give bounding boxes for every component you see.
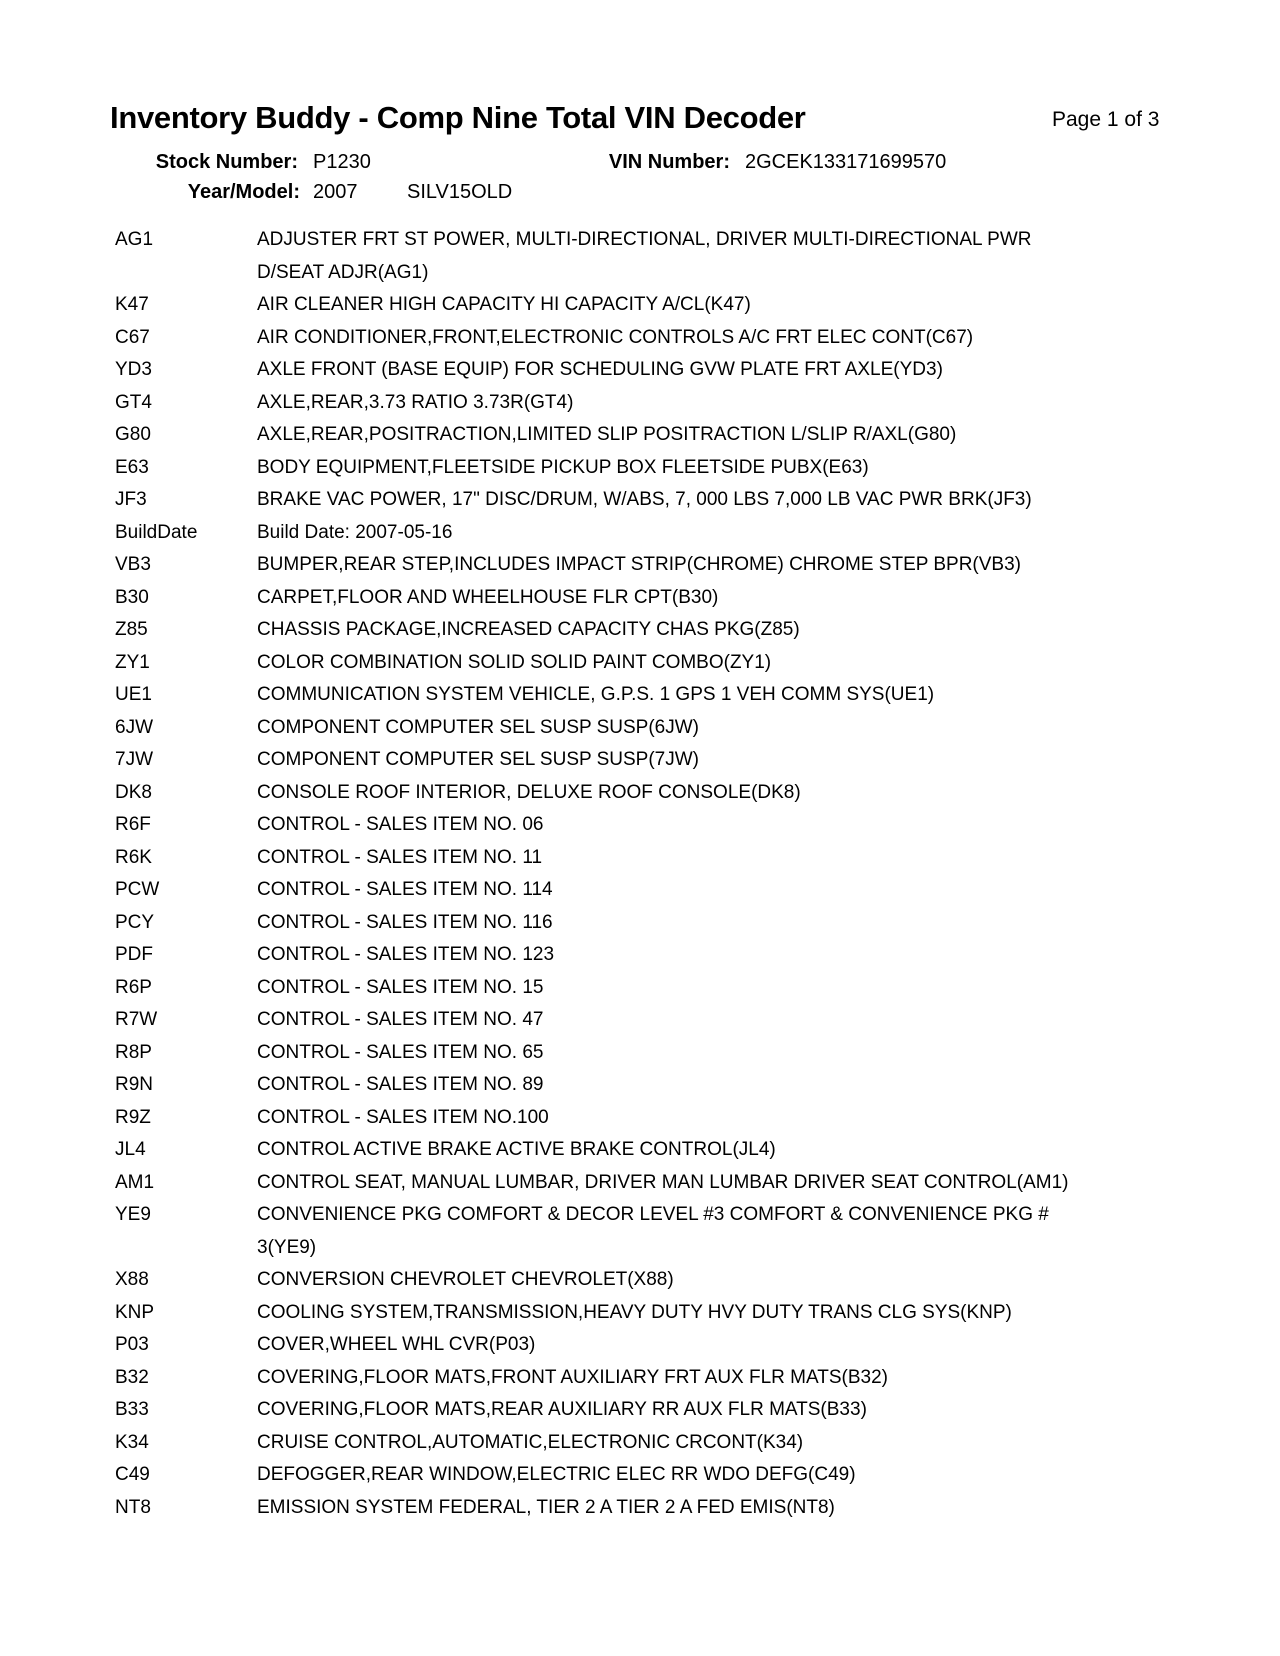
option-description: COMMUNICATION SYSTEM VEHICLE, G.P.S. 1 GPS 1 VEH COMM SYS(UE1) <box>257 684 935 705</box>
option-code: 6JW <box>115 716 153 738</box>
option-code: AM1 <box>115 1171 155 1193</box>
option-row <box>115 1167 1097 1200</box>
page-indicator: Page 1 of 3 <box>1052 108 1160 131</box>
option-code: C67 <box>115 326 150 348</box>
option-description: CONTROL SEAT, MANUAL LUMBAR, DRIVER MAN LUMBAR DRIVER SEAT CONTROL(AM1) <box>257 1171 1069 1193</box>
vin-number-value: 2GCEK133171699570 <box>745 151 947 173</box>
option-description: CRUISE CONTROL,AUTOMATIC,ELECTRONIC CRCONT(K34) <box>257 1431 804 1453</box>
option-code: ZY1 <box>115 651 150 673</box>
option-row <box>115 1329 1097 1362</box>
option-code: R8P <box>115 1041 152 1063</box>
option-description: CONVERSION CHEVROLET CHEVROLET(X88) <box>257 1269 674 1290</box>
option-row <box>115 1492 1097 1525</box>
option-row <box>115 647 1097 680</box>
option-code: NT8 <box>115 1496 151 1518</box>
option-row <box>115 777 1097 810</box>
option-description: COLOR COMBINATION SOLID SOLID PAINT COMBO(ZY1) <box>257 651 772 673</box>
option-code: DK8 <box>115 781 152 803</box>
option-description: CONTROL - SALES ITEM NO. 47 <box>257 1009 544 1030</box>
option-code: K34 <box>115 1431 149 1453</box>
option-code: B32 <box>115 1366 149 1388</box>
option-row <box>115 1069 1097 1102</box>
option-description: COMPONENT COMPUTER SEL SUSP SUSP(6JW) <box>257 716 699 738</box>
option-description: AIR CONDITIONER,FRONT,ELECTRONIC CONTROLS A/C FRT ELEC CONT(C67) <box>257 326 974 348</box>
option-row <box>115 582 1097 615</box>
option-code: R6K <box>115 846 152 868</box>
option-description: AXLE,REAR,3.73 RATIO 3.73R(GT4) <box>257 391 574 413</box>
option-row <box>115 1459 1097 1492</box>
option-description: CONVENIENCE PKG COMFORT & DECOR LEVEL #3 COMFORT & CONVENIENCE PKG # 3(YE9) <box>257 1204 1049 1258</box>
option-row <box>115 1297 1097 1330</box>
option-row <box>115 517 1097 550</box>
option-row <box>115 1362 1097 1395</box>
options-list <box>115 224 1097 1524</box>
option-row <box>115 809 1097 842</box>
option-description: CONTROL - SALES ITEM NO. 65 <box>257 1041 544 1063</box>
option-description: CARPET,FLOOR AND WHEELHOUSE FLR CPT(B30) <box>257 586 719 608</box>
option-row <box>115 354 1097 387</box>
option-description: Build Date: 2007-05-16 <box>257 521 453 543</box>
option-code: BuildDate <box>115 521 198 543</box>
option-code: AG1 <box>115 229 154 250</box>
option-row <box>115 1037 1097 1070</box>
stock-number-value: P1230 <box>313 151 371 173</box>
option-row <box>115 419 1097 452</box>
option-code: P03 <box>115 1334 149 1355</box>
year-model-label: Year/Model: <box>187 181 300 203</box>
option-description: AXLE,REAR,POSITRACTION,LIMITED SLIP POSITRACTION L/SLIP R/AXL(G80) <box>257 424 957 445</box>
option-description: DEFOGGER,REAR WINDOW,ELECTRIC ELEC RR WDO DEFG(C49) <box>257 1464 856 1485</box>
option-code: X88 <box>115 1269 149 1290</box>
option-code: R9N <box>115 1074 154 1095</box>
option-code: PDF <box>115 944 153 965</box>
option-code: 7JW <box>115 749 153 770</box>
stock-number-label: Stock Number: <box>155 151 298 173</box>
year-value: 2007 <box>313 181 358 203</box>
option-code: R6F <box>115 814 151 835</box>
option-row <box>115 907 1097 940</box>
option-row <box>115 1264 1097 1297</box>
option-code: K47 <box>115 294 149 315</box>
option-row <box>115 1102 1097 1135</box>
option-row <box>115 224 1097 289</box>
option-description: COVERING,FLOOR MATS,FRONT AUXILIARY FRT AUX FLR MATS(B32) <box>257 1366 888 1388</box>
option-description: BUMPER,REAR STEP,INCLUDES IMPACT STRIP(CHROME) CHROME STEP BPR(VB3) <box>257 554 1021 575</box>
option-row <box>115 289 1097 322</box>
option-description: BRAKE VAC POWER, 17" DISC/DRUM, W/ABS, 7, 000 LBS 7,000 LB VAC PWR BRK(JF3) <box>257 489 1032 510</box>
option-code: C49 <box>115 1464 150 1485</box>
option-row <box>115 744 1097 777</box>
option-code: JF3 <box>115 489 147 510</box>
page-title: Inventory Buddy - Comp Nine Total VIN Decoder <box>110 100 806 135</box>
option-description: COMPONENT COMPUTER SEL SUSP SUSP(7JW) <box>257 749 699 770</box>
option-row <box>115 322 1097 355</box>
option-row <box>115 614 1097 647</box>
option-row <box>115 972 1097 1005</box>
option-code: JL4 <box>115 1139 146 1160</box>
option-description: CONTROL ACTIVE BRAKE ACTIVE BRAKE CONTROL(JL4) <box>257 1139 776 1160</box>
option-row <box>115 874 1097 907</box>
option-description: CONTROL - SALES ITEM NO. 89 <box>257 1074 544 1095</box>
option-row <box>115 484 1097 517</box>
option-description: CHASSIS PACKAGE,INCREASED CAPACITY CHAS PKG(Z85) <box>257 619 800 640</box>
option-row <box>115 452 1097 485</box>
option-description: EMISSION SYSTEM FEDERAL, TIER 2 A TIER 2 A FED EMIS(NT8) <box>257 1496 835 1518</box>
option-code: G80 <box>115 424 151 445</box>
option-description: CONTROL - SALES ITEM NO. 123 <box>257 944 555 965</box>
option-code: E63 <box>115 456 149 478</box>
option-description: CONTROL - SALES ITEM NO. 15 <box>257 976 544 998</box>
option-description: AIR CLEANER HIGH CAPACITY HI CAPACITY A/CL(K47) <box>257 294 751 315</box>
option-description: AXLE FRONT (BASE EQUIP) FOR SCHEDULING GVW PLATE FRT AXLE(YD3) <box>257 359 943 380</box>
option-row <box>115 842 1097 875</box>
option-row <box>115 679 1097 712</box>
option-code: B30 <box>115 586 149 608</box>
option-code: R6P <box>115 976 152 998</box>
option-code: YD3 <box>115 359 152 380</box>
option-row <box>115 712 1097 745</box>
option-code: PCY <box>115 911 155 933</box>
option-code: UE1 <box>115 684 152 705</box>
option-description: CONTROL - SALES ITEM NO. 06 <box>257 814 544 835</box>
option-code: B33 <box>115 1399 149 1420</box>
option-code: Z85 <box>115 619 148 640</box>
option-code: KNP <box>115 1301 155 1323</box>
option-row <box>115 939 1097 972</box>
option-description: CONTROL - SALES ITEM NO.100 <box>257 1106 549 1128</box>
option-description: COOLING SYSTEM,TRANSMISSION,HEAVY DUTY HVY DUTY TRANS CLG SYS(KNP) <box>257 1301 1012 1323</box>
option-code: R9Z <box>115 1106 151 1128</box>
option-row <box>115 549 1097 582</box>
option-description: COVER,WHEEL WHL CVR(P03) <box>257 1334 536 1355</box>
option-row <box>115 1134 1097 1167</box>
option-description: CONTROL - SALES ITEM NO. 11 <box>257 846 543 868</box>
option-code: VB3 <box>115 554 151 575</box>
option-description: COVERING,FLOOR MATS,REAR AUXILIARY RR AUX FLR MATS(B33) <box>257 1399 867 1420</box>
option-row <box>115 1394 1097 1427</box>
option-description: BODY EQUIPMENT,FLEETSIDE PICKUP BOX FLEETSIDE PUBX(E63) <box>257 456 869 478</box>
vin-number-label: VIN Number: <box>608 151 730 173</box>
option-code: R7W <box>115 1009 158 1030</box>
option-description: ADJUSTER FRT ST POWER, MULTI-DIRECTIONAL, DRIVER MULTI-DIRECTIONAL PWR D/SEAT ADJR(AG1) <box>257 229 1032 283</box>
option-row <box>115 1004 1097 1037</box>
option-code: PCW <box>115 879 160 900</box>
option-description: CONTROL - SALES ITEM NO. 116 <box>257 911 553 933</box>
option-code: YE9 <box>115 1204 151 1225</box>
option-row <box>115 387 1097 420</box>
option-description: CONSOLE ROOF INTERIOR, DELUXE ROOF CONSOLE(DK8) <box>257 781 801 803</box>
model-value: SILV15OLD <box>407 181 513 203</box>
option-description: CONTROL - SALES ITEM NO. 114 <box>257 879 553 900</box>
option-row <box>115 1427 1097 1460</box>
option-code: GT4 <box>115 391 152 413</box>
option-row <box>115 1199 1097 1264</box>
